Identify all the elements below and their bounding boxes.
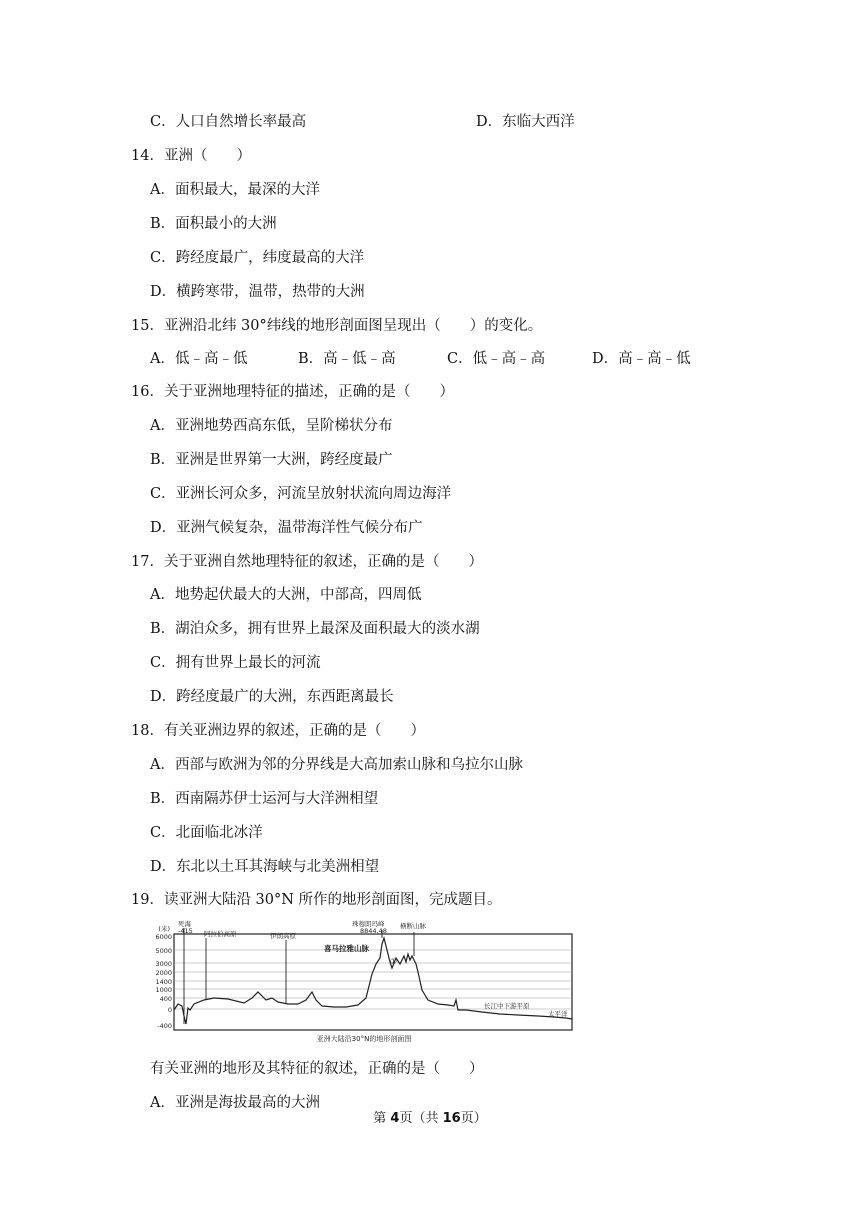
- option-text: A．亚洲地势西高东低，呈阶梯状分布: [150, 418, 393, 434]
- footer-total-pages: 16: [442, 1111, 461, 1126]
- option-text: D．亚洲气候复杂，温带海洋性气候分布广: [150, 520, 423, 536]
- option-text: D．东北以土耳其海峡与北美洲相望: [150, 859, 380, 875]
- option-text: A．低﹣高﹣低: [150, 351, 248, 367]
- question-text: 15．亚洲沿北纬 30°纬线的地形剖面图呈现出（ ）的变化。: [131, 318, 543, 334]
- option-text: B．西南隔苏伊士运河与大洋洲相望: [150, 791, 379, 807]
- figure-caption: 亚洲大陆沿30°N的地形剖面图: [316, 1035, 412, 1043]
- reference-lines: [184, 928, 414, 1024]
- y-tick: 1400: [155, 978, 172, 986]
- label-pacific: 太平洋: [548, 1010, 568, 1018]
- y-tick: 0: [167, 1006, 172, 1014]
- option-row: [150, 112, 710, 132]
- option-text: C．跨经度最广，纬度最高的大洋: [150, 250, 365, 266]
- question-text: 16．关于亚洲地理特征的描述，正确的是（ ）: [131, 384, 454, 400]
- label-dead-sea-elev: -415: [178, 927, 193, 935]
- option-text: B．亚洲是世界第一大洲，跨经度最广: [150, 452, 393, 468]
- footer-mid: 页（共: [399, 1111, 443, 1126]
- option-text: A．亚洲是海拔最高的大洲: [150, 1095, 320, 1111]
- option-text: 有关亚洲的地形及其特征的叙述，正确的是（ ）: [150, 1061, 484, 1077]
- label-dead-sea: 死海: [178, 920, 191, 928]
- option-text: B．面积最小的大洲: [150, 216, 277, 232]
- footer-suffix: 页）: [460, 1111, 487, 1126]
- option-text: D．高﹣高﹣低: [592, 351, 691, 367]
- option-text: C．亚洲长河众多，河流呈放射状流向周边海洋: [150, 486, 452, 502]
- option-text: C．低﹣高﹣高: [447, 351, 546, 367]
- terrain-profile-figure: [148, 920, 582, 1046]
- y-tick: 6000: [155, 933, 172, 941]
- option-text: D．跨经度最广的大洲，东西距离最长: [150, 689, 394, 705]
- option-text: B．高﹣低﹣高: [298, 351, 396, 367]
- option-text: B．湖泊众多，拥有世界上最深及面积最大的淡水湖: [150, 621, 480, 637]
- y-tick: 1000: [155, 986, 172, 994]
- profile-frame: [174, 934, 572, 1030]
- option-text: C．北面临北冰洋: [150, 825, 263, 841]
- footer-page-number: 4: [390, 1111, 400, 1126]
- label-yangtze-plain: 长江中下游平原: [484, 1002, 530, 1010]
- y-unit: (米): [158, 925, 170, 933]
- profile-labels: [178, 920, 568, 1018]
- y-axis: [155, 924, 172, 1030]
- option-text: C．拥有世界上最长的河流: [150, 655, 321, 671]
- footer-prefix: 第: [373, 1111, 391, 1126]
- y-tick: 400: [159, 995, 172, 1003]
- y-tick: 3000: [155, 960, 172, 968]
- question-text: 14．亚洲（ ）: [131, 148, 251, 164]
- option-row: [150, 349, 710, 369]
- question-text: 18．有关亚洲边界的叙述，正确的是（ ）: [131, 723, 425, 739]
- option-text: D．横跨寒带，温带，热带的大洲: [150, 284, 365, 300]
- label-qomolangma: 珠穆朗玛峰: [352, 920, 385, 928]
- question-text: 17．关于亚洲自然地理特征的叙述，正确的是（ ）: [131, 554, 483, 570]
- label-arabian-plateau: 阿拉伯高原: [204, 930, 237, 938]
- label-himalaya: 喜马拉雅山脉: [324, 944, 369, 953]
- page-footer: [0, 1110, 860, 1128]
- option-text: C．人口自然增长率最高: [150, 114, 307, 130]
- label-qomolangma-elev: 8844.48: [360, 927, 387, 935]
- label-iranian-plateau: 伊朗高原: [270, 932, 296, 940]
- option-text: A．西部与欧洲为邻的分界线是大高加索山脉和乌拉尔山脉: [150, 757, 523, 773]
- label-marker: ①: [390, 957, 398, 966]
- y-tick: -400: [157, 1022, 172, 1030]
- y-tick: 2000: [155, 969, 172, 977]
- label-hengduan: 横断山脉: [400, 922, 426, 930]
- question-text: 19．读亚洲大陆沿 30°N 所作的地形剖面图，完成题目。: [131, 892, 502, 908]
- option-text: A．地势起伏最大的大洲，中部高，四周低: [150, 587, 422, 603]
- option-text: D．东临大西洋: [476, 114, 575, 130]
- y-tick: 5000: [155, 947, 172, 955]
- option-text: A．面积最大，最深的大洋: [150, 182, 320, 198]
